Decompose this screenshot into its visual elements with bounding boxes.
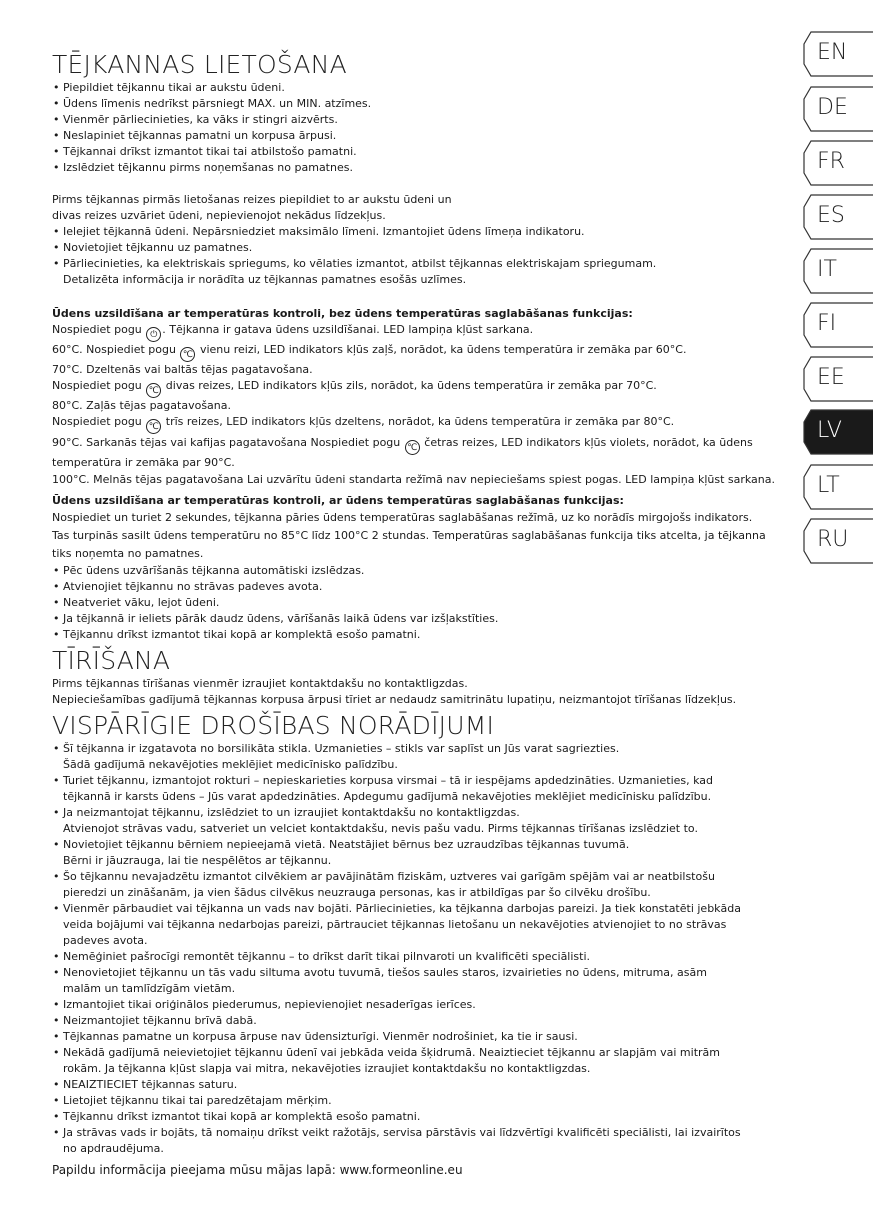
language-tab-fr[interactable] — [803, 139, 873, 185]
safety-list — [52, 741, 802, 1157]
language-tab-lv[interactable] — [803, 408, 873, 454]
safety-list-item: • Neizmantojiet tējkannu brīvā dabā. — [52, 1013, 802, 1029]
section-title-usage: TĒJKANNAS LIETOŠANA — [52, 50, 347, 79]
safety-list-item: • Tējkannu drīkst izmantot tikai kopā ar komplektā esošo pamatni. — [52, 1109, 802, 1125]
list-item: • Ielejiet tējkannā ūdeni. Nepārsniedziet maksimālo līmeni. Izmantojiet ūdens līmeņa indikatoru. — [52, 224, 802, 240]
instruction-line: Tas turpinās sasilt ūdens temperatūru no 85°C līdz 100°C 2 stundas. Temperatūras saglabāšanas funkcija tiks atcelta, ja tējkanna — [52, 529, 766, 542]
safety-list-item: • Novietojiet tējkannu bērniem nepieejamā vietā. Neatstājiet bērnus bez uzraudzības tējkannas tuvumā. Bērni ir jāuzrauga, lai tie nespēlētos ar tējkannu. — [52, 837, 802, 869]
first-use-text: Pirms tējkannas pirmās lietošanas reizes piepildiet to ar aukstu ūdeni un — [52, 193, 452, 206]
language-tab-label: DE — [817, 95, 848, 120]
instruction-line: Nospiediet un turiet 2 sekundes, tējkanna pāries ūdens temperatūras saglabāšanas režīmā, uz ko norādīs mirgojošs indikators. — [52, 511, 753, 524]
safety-list-item: • Ja strāvas vads ir bojāts, tā nomaiņu drīkst veikt ražotājs, servisa pārstāvis vai līdzvērtīgi kvalificēti speciālisti, lai izvairītos no apdraudējuma. — [52, 1125, 802, 1157]
instruction-line: tiks noņemta no pamatnes. — [52, 547, 204, 560]
language-tab-ee[interactable] — [803, 355, 873, 401]
language-tab-label: FI — [817, 311, 837, 336]
language-tab-label: ES — [817, 203, 845, 228]
language-tab-label: RU — [817, 527, 849, 552]
subheading-keep-warm: Ūdens uzsildīšana ar temperatūras kontroli, ar ūdens temperatūras saglabāšanas funkcijas: — [52, 494, 624, 507]
subheading-no-keep-warm: Ūdens uzsildīšana ar temperatūras kontroli, bez ūdens temperatūras saglabāšanas funkcijas: — [52, 307, 633, 320]
safety-list-item: • Vienmēr pārbaudiet vai tējkanna un vads nav bojāti. Pārliecinieties, ka tējkanna darbojas pareizi. Ja tiek konstatēti jebkāda veida bojājumi vai tējkanna nedarbojas pareizi, pārtrauciet tējkannas lietošanu un nekavējoties atvienojiet to no strāvas padeves avota. — [52, 901, 802, 949]
safety-list-item: • Šo tējkannu nevajadzētu izmantot cilvēkiem ar pavājinātām fiziskām, uztveres vai garīgām spējām vai ar neatbilstošu pieredzi un zināšanām, ja vien šādus cilvēkus neuzrauga personas, kas ir atbildīgas par šo cilvēku drošību. — [52, 869, 802, 901]
language-tab-de[interactable] — [803, 85, 873, 131]
safety-list-item: • Lietojiet tējkannu tikai tai paredzētajam mērķim. — [52, 1093, 802, 1109]
list-item: • Izslēdziet tējkannu pirms noņemšanas no pamatnes. — [52, 160, 802, 176]
first-use-text: divas reizes uzvāriet ūdeni, nepievienojot nekādus līdzekļus. — [52, 209, 386, 222]
cleaning-text: Pirms tējkannas tīrīšanas vienmēr izraujiet kontaktdakšu no kontaktligzdas. — [52, 677, 468, 690]
safety-list-item: • Nekādā gadījumā neievietojiet tējkannu ūdenī vai jebkāda veida šķidrumā. Neaiztieciet tējkannu ar slapjām vai mitrām rokām. Ja tējkanna kļūst slapja vai mitra, nekavējoties izraujiet kontaktdakšu no kontaktligzdas. — [52, 1045, 802, 1077]
usage-list-1 — [52, 80, 802, 176]
safety-list-item: • Ja neizmantojat tējkannu, izslēdziet to un izraujiet kontaktdakšu no kontaktligzdas. Atvienojot strāvas vadu, satveriet un velciet kontaktdakšu, nevis pašu vadu. Pirms tējkannas tīrīšanas izslēdziet to. — [52, 805, 802, 837]
list-item: • Atvienojiet tējkannu no strāvas padeves avota. — [52, 579, 802, 595]
instruction-line: Nospiediet pogu ⏻ . Tējkanna ir gatava ūdens uzsildīšanai. LED lampiņa kļūst sarkana. — [52, 323, 534, 340]
section-title-cleaning: TĪRĪŠANA — [52, 646, 171, 675]
safety-list-item: • Izmantojiet tikai oriģinālos piederumus, nepievienojiet nesaderīgas ierīces. — [52, 997, 802, 1013]
cleaning-text: Nepieciešamības gadījumā tējkannas korpusa ārpusi tīriet ar nedaudz samitrinātu lupatiņu, neizmantojot tīrīšanas līdzekļus. — [52, 693, 737, 706]
language-tab-en[interactable] — [803, 30, 873, 76]
power-icon: ⏻ — [146, 327, 161, 342]
temperature-icon: ℃ — [180, 347, 195, 362]
language-tab-label: LT — [817, 473, 840, 498]
temperature-icon: ℃ — [405, 440, 420, 455]
temperature-icon: ℃ — [146, 383, 161, 398]
language-tab-label: FR — [817, 149, 845, 174]
language-tab-es[interactable] — [803, 193, 873, 239]
language-tab-fi[interactable] — [803, 301, 873, 347]
language-tab-label: EN — [817, 40, 848, 65]
instruction-line: 70°C. Dzeltenās vai baltās tējas pagatavošana. — [52, 363, 313, 376]
language-tab-ru[interactable] — [803, 517, 873, 563]
temperature-icon: ℃ — [146, 419, 161, 434]
language-tab-it[interactable] — [803, 247, 873, 293]
list-item-continuation: Detalizēta informācija ir norādīta uz tējkannas pamatnes esošās uzlīmes. — [63, 273, 467, 286]
list-item: • Pārliecinieties, ka elektriskais spriegums, ko vēlaties izmantot, atbilst tējkannas elektriskajam spriegumam. — [52, 256, 802, 272]
instruction-line: temperatūra ir zemāka par 90°C. — [52, 456, 235, 469]
list-item: • Tējkannu drīkst izmantot tikai kopā ar komplektā esošo pamatni. — [52, 627, 802, 643]
language-tab-lt[interactable] — [803, 463, 873, 509]
safety-list-item: • Turiet tējkannu, izmantojot rokturi – nepieskarieties korpusa virsmai – tā ir iespējams apdedzināties. Uzmanieties, kad tējkannā ir karsts ūdens – Jūs varat apdedzināties. Apdegumu gadījumā nekavējoties meklējiet medicīnisku palīdzību. — [52, 773, 802, 805]
list-item: • Ja tējkannā ir ieliets pārāk daudz ūdens, vārīšanās laikā ūdens var izšļakstīties. — [52, 611, 802, 627]
instruction-line: 90°C. Sarkanās tējas vai kafijas pagatavošana Nospiediet pogu ℃ četras reizes, LED indikators kļūs violets, norādot, ka ūdens — [52, 436, 753, 453]
usage-list-3 — [52, 563, 802, 643]
language-tab-label: EE — [817, 365, 845, 390]
instruction-line: 80°C. Zaļās tējas pagatavošana. — [52, 399, 231, 412]
safety-list-item: • Tējkannas pamatne un korpusa ārpuse nav ūdensizturīgi. Vienmēr nodrošiniet, ka tie ir sausi. — [52, 1029, 802, 1045]
instruction-line: Nospiediet pogu ℃ trīs reizes, LED indikators kļūs dzeltens, norādot, ka ūdens temperatūra ir zemāka par 80°C. — [52, 415, 675, 432]
instruction-line: Nospiediet pogu ℃ divas reizes, LED indikators kļūs zils, norādot, ka ūdens temperatūra ir zemāka par 70°C. — [52, 379, 657, 396]
manual-content — [52, 50, 802, 1191]
section-title-safety: VISPĀRĪGIE DROŠĪBAS NORĀDĪJUMI — [52, 711, 495, 740]
safety-list-item: • Nenovietojiet tējkannu un tās vadu siltuma avotu tuvumā, tiešos saules staros, izvairieties no ūdens, mitruma, asām malām un tamlīdzīgām vietām. — [52, 965, 802, 997]
instruction-line: 60°C. Nospiediet pogu ℃ vienu reizi, LED indikators kļūs zaļš, norādot, ka ūdens temperatūra ir zemāka par 60°C. — [52, 343, 687, 360]
list-item: • Tējkannai drīkst izmantot tikai tai atbilstošo pamatni. — [52, 144, 802, 160]
safety-list-item: • Nemēģiniet pašrocīgi remontēt tējkannu – to drīkst darīt tikai pilnvaroti un kvalificēti speciālisti. — [52, 949, 802, 965]
footer-website-text: Papildu informācija pieejama mūsu mājas lapā: www.formeonline.eu — [52, 1163, 463, 1177]
list-item: • Ūdens līmenis nedrīkst pārsniegt MAX. un MIN. atzīmes. — [52, 96, 802, 112]
safety-list-item: • NEAIZTIECIET tējkannas saturu. — [52, 1077, 802, 1093]
instruction-line: 100°C. Melnās tējas pagatavošana Lai uzvārītu ūdeni standarta režīmā nav nepieciešams spiest pogas. LED lampiņa kļūst sarkana. — [52, 473, 776, 486]
language-tab-label: IT — [817, 257, 837, 282]
safety-list-item: • Šī tējkanna ir izgatavota no borsilikāta stikla. Uzmanieties – stikls var saplīst un Jūs varat sagriezties. Šādā gadījumā nekavējoties meklējiet medicīnisko palīdzību. — [52, 741, 802, 773]
list-item: • Novietojiet tējkannu uz pamatnes. — [52, 240, 802, 256]
list-item: • Vienmēr pārliecinieties, ka vāks ir stingri aizvērts. — [52, 112, 802, 128]
list-item: • Neslapiniet tējkannas pamatni un korpusa ārpusi. — [52, 128, 802, 144]
usage-list-2 — [52, 224, 802, 272]
list-item: • Piepildiet tējkannu tikai ar aukstu ūdeni. — [52, 80, 802, 96]
list-item: • Pēc ūdens uzvārīšanās tējkanna automātiski izslēdzas. — [52, 563, 802, 579]
language-tab-label: LV — [817, 418, 842, 443]
list-item: • Neatveriet vāku, lejot ūdeni. — [52, 595, 802, 611]
